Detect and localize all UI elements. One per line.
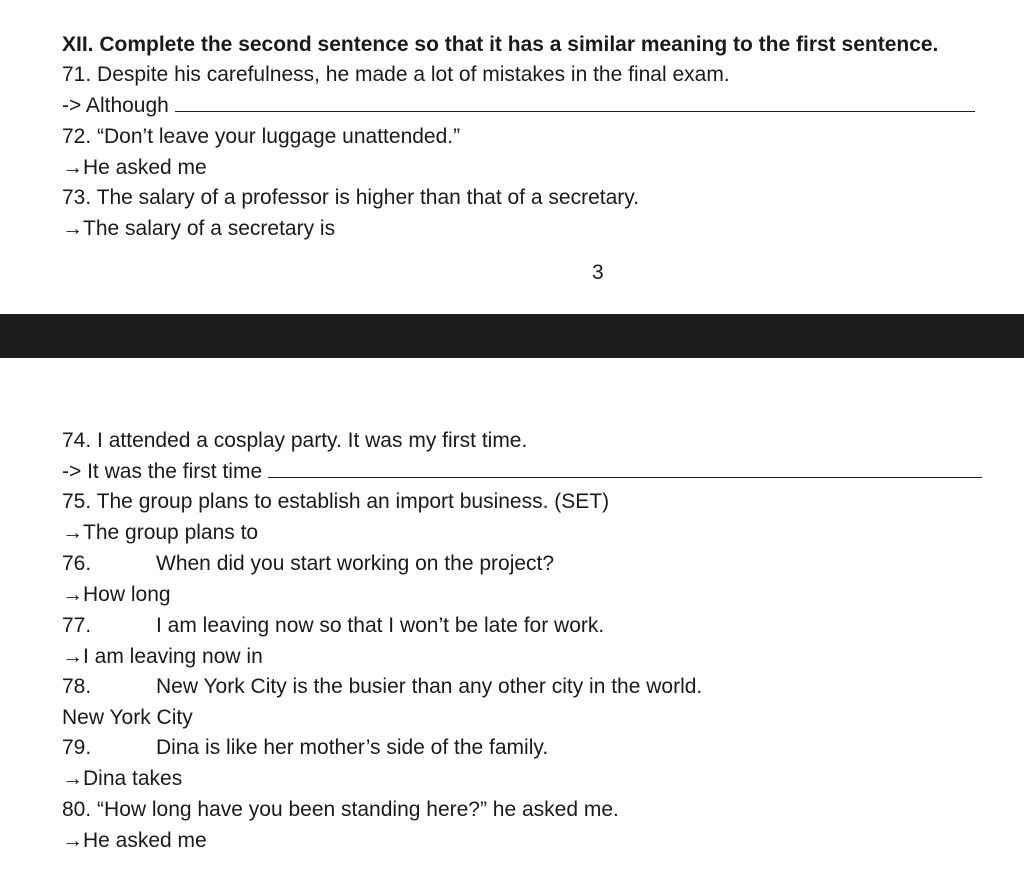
question-74-number: 74. [62,429,92,452]
answer-71-blank [175,93,975,112]
question-80-number: 80. [62,798,92,821]
question-78-number: 78. [62,675,92,698]
question-77-text: I am leaving now so that I won’t be late for work. [156,614,605,637]
question-73: 73. The salary of a professor is higher than that of a secretary. [62,186,640,209]
page-separator [0,314,1024,358]
question-71: 71. Despite his carefulness, he made a lot of mistakes in the final exam. [62,63,730,86]
answer-71-row [62,93,975,119]
question-80 [62,797,619,823]
question-79-text: Dina is like her mother’s side of the family. [156,736,549,759]
answer-75-prompt: →The group plans to [62,521,259,544]
worksheet-page-top [0,0,1024,314]
answer-78-prompt: New York City [62,706,193,729]
question-79-number: 79. [62,736,92,759]
answer-73-prompt: →The salary of a secretary is [62,217,336,240]
question-80-text: “How long have you been standing here?” he asked me. [97,798,619,821]
answer-71-prompt: -> Although [62,94,169,117]
answer-77-prompt: →I am leaving now in [62,645,263,668]
question-76 [62,551,554,577]
question-75-text: The group plans to establish an import business. (SET) [96,490,610,513]
question-74 [62,428,527,454]
exercise-heading: XII. Complete the second sentence so that it has a similar meaning to the first sentence. [62,33,939,56]
question-75-number: 75. [62,490,92,513]
worksheet-page-bottom [0,358,1024,878]
question-74-text: I attended a cosplay party. It was my first time. [97,429,528,452]
question-77 [62,613,604,639]
question-78-text: New York City is the busier than any other city in the world. [156,675,703,698]
answer-74-prompt: -> It was the first time [62,460,263,483]
question-76-number: 76. [62,552,92,575]
question-75 [62,489,609,515]
answer-74-blank [268,459,982,478]
question-72: 72. “Don’t leave your luggage unattended.” [62,125,461,148]
question-77-number: 77. [62,614,92,637]
question-76-text: When did you start working on the project? [156,552,555,575]
answer-80-prompt: →He asked me [62,829,207,852]
answer-72-prompt: →He asked me [62,156,207,179]
question-78 [62,674,702,700]
question-79 [62,735,548,761]
answer-79-prompt: →Dina takes [62,767,183,790]
page-number: 3 [592,261,604,284]
answer-76-prompt: →How long [62,583,171,606]
answer-74-row [62,459,982,485]
